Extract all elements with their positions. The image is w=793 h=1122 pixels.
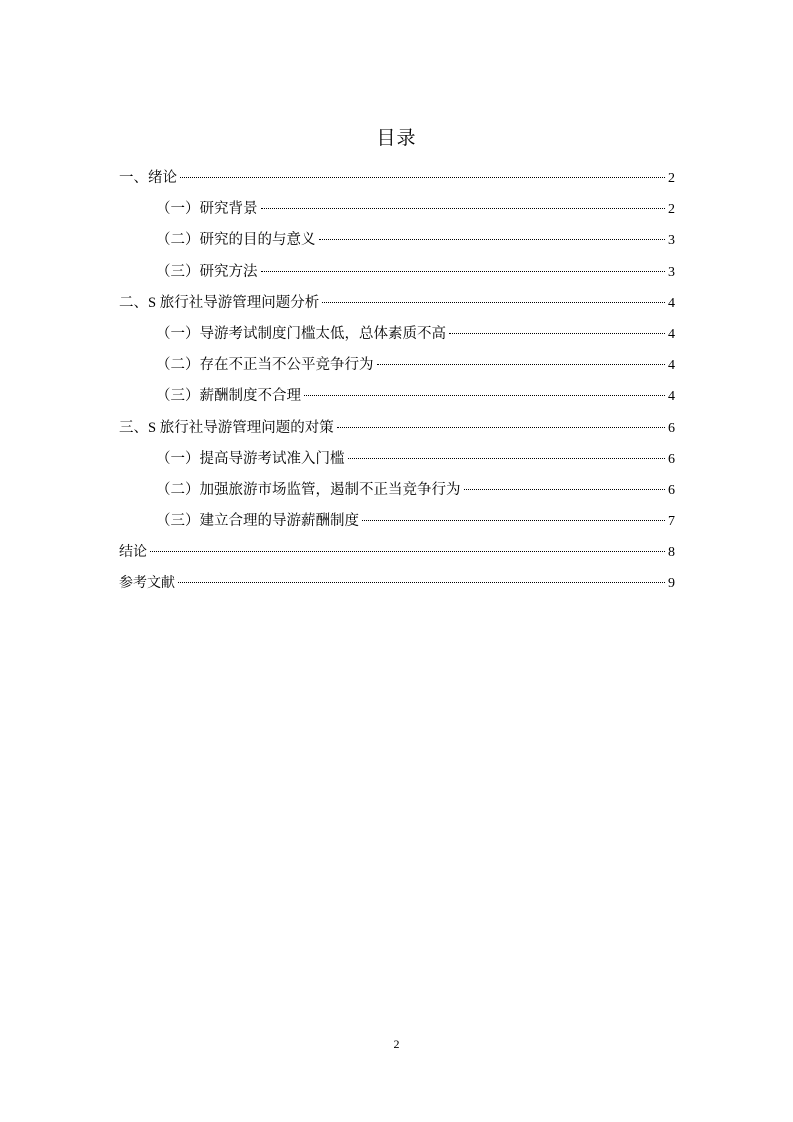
toc-entry-page: 6 <box>668 451 675 467</box>
toc-entry-page: 2 <box>668 171 675 186</box>
toc-dot-leader <box>180 177 665 178</box>
toc-dot-leader <box>377 364 666 365</box>
toc-entry-title: 结论 <box>119 544 147 561</box>
toc-entry-page: 6 <box>668 420 675 436</box>
toc-entry[interactable] <box>119 444 675 475</box>
toc-entry[interactable] <box>119 381 675 412</box>
toc-entry-page: 4 <box>668 389 675 405</box>
toc-entry[interactable] <box>119 225 675 256</box>
toc-entry[interactable] <box>119 163 675 194</box>
toc-entry-page: 6 <box>668 482 675 498</box>
toc-entry-title: （二）研究的目的与意义 <box>156 232 316 249</box>
toc-entry[interactable] <box>119 319 675 350</box>
toc-entry[interactable] <box>119 350 675 381</box>
toc-entry-title: （二）存在不正当不公平竞争行为 <box>156 357 374 374</box>
toc-entry-page: 4 <box>668 326 675 342</box>
toc-entry-title: （一）研究背景 <box>156 201 258 218</box>
toc-entry-page: 2 <box>668 202 675 218</box>
toc-entry-page: 4 <box>668 295 675 311</box>
toc-entry-page: 3 <box>668 233 675 249</box>
toc-entry[interactable] <box>119 194 675 225</box>
toc-dot-leader <box>319 239 666 240</box>
toc-entry-page: 4 <box>668 358 675 374</box>
toc-entry-title: （三）薪酬制度不合理 <box>156 388 301 405</box>
toc-entry-page: 3 <box>668 264 675 280</box>
toc-dot-leader <box>178 582 665 583</box>
toc-entry-title: 一、绪论 <box>119 170 177 186</box>
toc-entry-title: （二）加强旅游市场监管，遏制不正当竞争行为 <box>156 481 461 498</box>
toc-dot-leader <box>449 333 665 334</box>
toc-dot-leader <box>348 458 666 459</box>
toc-entry-title: （三）建立合理的导游薪酬制度 <box>156 513 359 530</box>
toc-dot-leader <box>337 427 665 428</box>
toc-dot-leader <box>362 520 665 521</box>
toc-title: 目录 <box>376 127 417 149</box>
toc-dot-leader <box>464 489 666 490</box>
toc-entry-title: 二、S 旅行社导游管理问题分析 <box>119 294 320 311</box>
toc-dot-leader <box>322 302 665 303</box>
toc-dot-leader <box>304 395 665 396</box>
toc-entry[interactable] <box>119 506 675 537</box>
toc-entry[interactable] <box>119 413 675 444</box>
toc-entry[interactable] <box>119 568 675 599</box>
toc-entry[interactable] <box>119 475 675 506</box>
toc-entry-title: 三、S 旅行社导游管理问题的对策 <box>119 419 334 436</box>
toc-dot-leader <box>261 271 666 272</box>
page-number: 2 <box>393 1037 400 1051</box>
toc-entry-title: （一）导游考试制度门槛太低，总体素质不高 <box>156 325 446 342</box>
toc-entry[interactable] <box>119 288 675 319</box>
toc-dot-leader <box>150 551 665 552</box>
toc-entry[interactable] <box>119 537 675 568</box>
toc-entry-title: （三）研究方法 <box>156 263 258 280</box>
toc-dot-leader <box>261 208 666 209</box>
toc-entry-page: 7 <box>668 514 675 530</box>
toc-entry-title: 参考文献 <box>119 575 175 592</box>
table-of-contents <box>119 163 675 600</box>
toc-entry-page: 9 <box>668 576 675 592</box>
toc-entry-title: （一）提高导游考试准入门槛 <box>156 450 345 467</box>
toc-entry-page: 8 <box>668 545 675 561</box>
toc-entry[interactable] <box>119 257 675 288</box>
